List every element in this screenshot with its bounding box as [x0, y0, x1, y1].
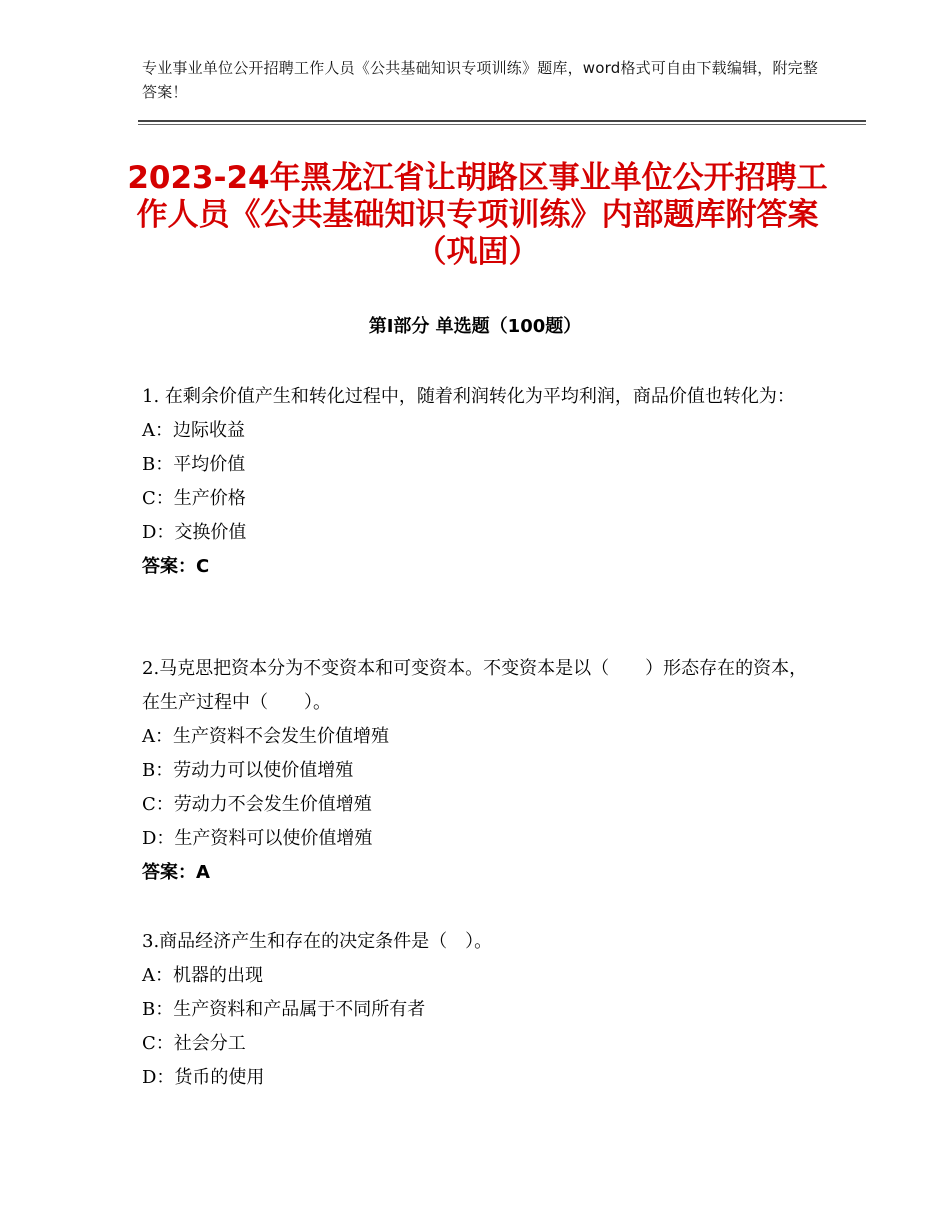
question-stem: 1. 在剩余价值产生和转化过程中，随着利润转化为平均利润，商品价值也转化为：	[142, 386, 795, 407]
option-c: C：生产价格	[142, 488, 246, 509]
section-heading: 第Ⅰ部分 单选题（100题）	[368, 316, 582, 337]
option-c: C：社会分工	[142, 1033, 246, 1054]
option-d: D：交换价值	[142, 522, 247, 543]
question-stem: 3.商品经济产生和存在的决定条件是（ ）。	[142, 931, 493, 952]
option-a: A：边际收益	[142, 420, 245, 441]
answer: 答案：A	[142, 862, 210, 883]
question-1	[142, 380, 822, 584]
option-b: B：平均价值	[142, 454, 246, 475]
question-3	[142, 925, 822, 1095]
answer: 答案：C	[142, 556, 210, 577]
header-divider-thin	[138, 124, 866, 125]
option-d: D：生产资料可以使价值增殖	[142, 828, 373, 849]
option-a: A：机器的出现	[142, 965, 263, 986]
option-a: A：生产资料不会发生价值增殖	[142, 726, 389, 747]
option-c: C：劳动力不会发生价值增殖	[142, 794, 372, 815]
option-b: B：生产资料和产品属于不同所有者	[142, 999, 426, 1020]
question-stem: 2.马克思把资本分为不变资本和可变资本。不变资本是以（ ）形态存在的资本，在生产过程中（ ）。	[142, 658, 808, 713]
header-divider	[138, 120, 866, 122]
question-2	[142, 652, 822, 890]
option-d: D：货币的使用	[142, 1067, 265, 1088]
option-b: B：劳动力可以使价值增殖	[142, 760, 354, 781]
document-title: 2023-24年黑龙江省让胡路区事业单位公开招聘工作人员《公共基础知识专项训练》内部题库附答案（巩固）	[127, 160, 828, 270]
header-note: 专业事业单位公开招聘工作人员《公共基础知识专项训练》题库，word格式可自由下载编辑，附完整答案！	[142, 59, 819, 101]
